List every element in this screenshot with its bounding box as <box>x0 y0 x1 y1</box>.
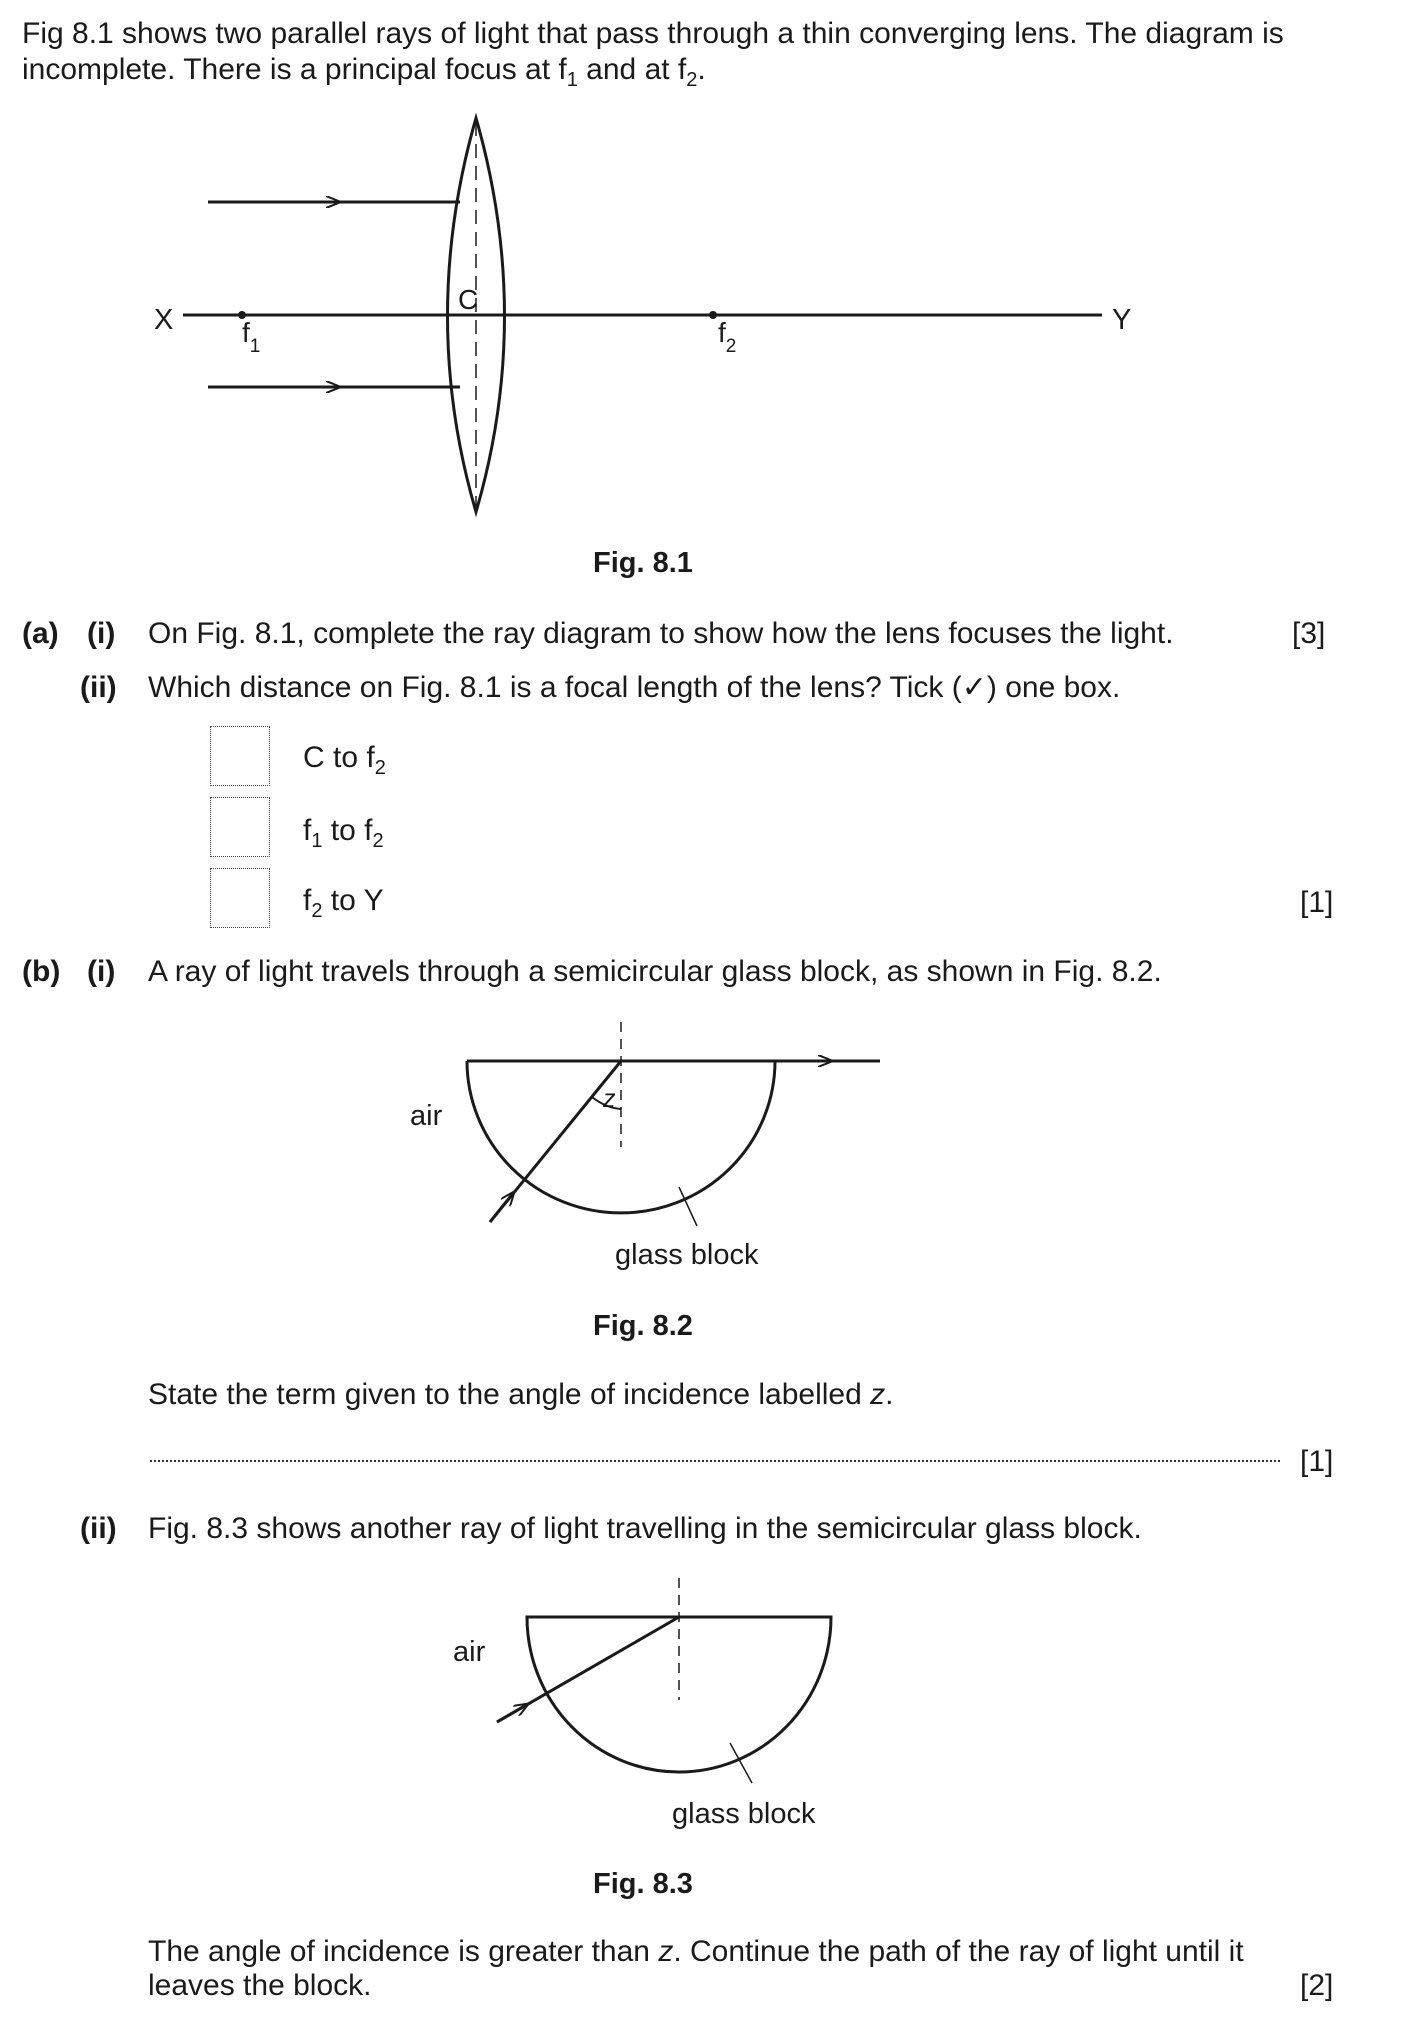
incident-ray-8-2-arrow <box>490 1192 514 1222</box>
fig-8-2-caption: Fig. 8.2 <box>593 1310 693 1342</box>
ray-8-3-arrow <box>497 1704 528 1722</box>
part-b-ii-label: (ii) <box>80 1512 117 1545</box>
fig-8-3-caption: Fig. 8.3 <box>593 1868 693 1900</box>
fig-8-3-diagram <box>0 1570 1409 1870</box>
part-b-i-label: (i) <box>87 955 116 988</box>
part-a-label: (a) <box>22 617 59 650</box>
part-a-i-marks: [3] <box>1292 617 1326 650</box>
part-b-i-marks: [1] <box>1300 1445 1334 1478</box>
tickbox-option-1[interactable] <box>210 726 270 786</box>
glass-label-8-2: glass block <box>615 1239 759 1271</box>
part-b-ii-para-line-2: leaves the block. <box>148 1969 372 2002</box>
fig-8-1-diagram <box>0 100 1409 640</box>
glass-label-8-3: glass block <box>672 1798 816 1830</box>
part-b-ii-para-line-1: The angle of incidence is greater than z. Continue the path of the ray of light until it <box>148 1935 1244 1968</box>
label-y: Y <box>1112 304 1132 336</box>
part-a-ii-marks: [1] <box>1300 886 1334 919</box>
option-1-label: C to $f_2$ <box>303 741 386 779</box>
part-b-i-text: A ray of light travels through a semicircular glass block, as shown in Fig. 8.2. <box>148 955 1162 988</box>
angle-label-z: z <box>603 1085 616 1113</box>
label-x: X <box>154 304 174 336</box>
air-label-8-2: air <box>410 1100 443 1132</box>
intro-line-2: incomplete. There is a principal focus at $f_1$ and at $f_2$. <box>22 53 706 91</box>
part-a-ii-text: Which distance on Fig. 8.1 is a focal length of the lens? Tick (✓) one box. <box>148 671 1121 704</box>
part-a-ii-label: (ii) <box>80 671 117 704</box>
intro-line-1: Fig 8.1 shows two parallel rays of light that pass through a thin converging lens. The diagram is <box>22 17 1284 50</box>
air-label-8-3: air <box>453 1636 486 1668</box>
fig-8-2-diagram <box>0 1010 1409 1280</box>
label-f2: $f_2$ <box>718 317 737 357</box>
label-c: C <box>458 284 479 315</box>
part-b-ii-text: Fig. 8.3 shows another ray of light travelling in the semicircular glass block. <box>148 1512 1142 1545</box>
tickbox-option-2[interactable] <box>210 797 270 857</box>
part-a-i-label: (i) <box>87 617 116 650</box>
part-b-i-question: State the term given to the angle of incidence labelled z. <box>148 1378 894 1411</box>
part-b-label: (b) <box>22 955 61 988</box>
glass-pointer-8-2 <box>679 1187 697 1226</box>
option-2-label: $f_1$ to $f_2$ <box>303 814 384 852</box>
tickbox-option-3[interactable] <box>210 868 270 928</box>
glass-block-8-3 <box>527 1617 831 1772</box>
part-b-ii-marks: [2] <box>1300 1969 1334 2002</box>
part-a-i-text: On Fig. 8.1, complete the ray diagram to show how the lens focuses the light. <box>148 617 1174 650</box>
answer-line-b-i[interactable] <box>150 1460 1280 1462</box>
fig-8-1-caption: Fig. 8.1 <box>593 547 693 579</box>
focus-point-f2 <box>709 311 717 319</box>
glass-block-8-2 <box>467 1061 775 1213</box>
label-f1: $f_1$ <box>242 317 261 357</box>
option-3-label: $f_2$ to Y <box>303 884 384 922</box>
